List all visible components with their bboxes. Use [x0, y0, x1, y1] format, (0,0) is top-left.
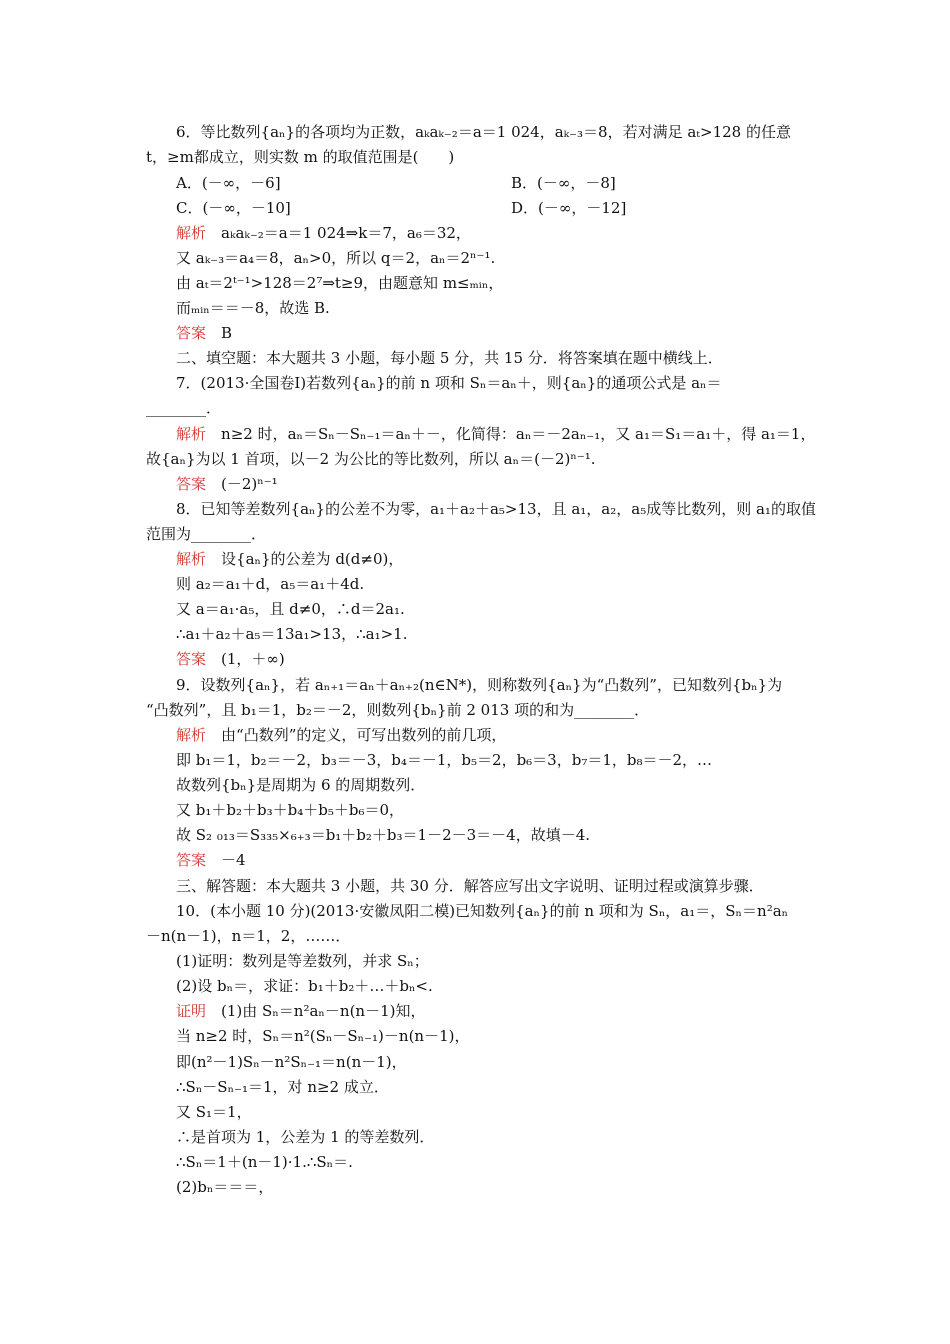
- q8-solution-line3: 又 a＝a₁·a₅，且 d≠0，∴d＝2a₁.: [176, 600, 405, 618]
- q9-solution-line1: [176, 725, 506, 745]
- q10-proof-line3: 即(n²－1)Sₙ－n²Sₙ₋₁＝n(n－1)，: [176, 1053, 407, 1071]
- q10-proof-line2: 当 n≥2 时，Sₙ＝n²(Sₙ－Sₙ₋₁)－n(n－1)，: [176, 1027, 470, 1045]
- solution-label: 解析: [176, 224, 207, 242]
- q6-answer: B: [221, 324, 233, 342]
- q9-stem-line1: 9．设数列{aₙ}，若 aₙ₊₁＝aₙ＋aₙ₊₂(n∈N*)，则称数列{aₙ}为“凸数列”，已知数列{bₙ}为: [176, 676, 783, 694]
- q10-part2: (2)设 bₙ＝，求证：b₁＋b₂＋…＋bₙ<.: [176, 977, 433, 995]
- q8-stem-line2: 范围为________．: [146, 525, 267, 543]
- q7-stem-line2: ________．: [146, 399, 222, 417]
- q7-solution-text1: n≥2 时，aₙ＝Sₙ－Sₙ₋₁＝aₙ＋－，化简得：aₙ＝－2aₙ₋₁，又 a₁＝S₁＝a₁＋，得 a₁＝1，: [221, 425, 816, 443]
- solution-label: 解析: [176, 726, 207, 744]
- q10-proof-line4: ∴Sₙ－Sₙ₋₁＝1，对 n≥2 成立．: [176, 1078, 389, 1096]
- q10-proof-line5: 又 S₁＝1，: [176, 1103, 252, 1121]
- q8-solution-line4: ∴a₁＋a₂＋a₅＝13a₁>13，∴a₁>1.: [176, 625, 408, 643]
- q10-stem-line2: －n(n－1)，n＝1，2，……．: [146, 927, 351, 945]
- q6-stem-line1: 6．等比数列{aₙ}的各项均为正数，aₖaₖ₋₂＝a＝1 024，aₖ₋₃＝8，若对满足 aₜ>128 的任意: [176, 123, 791, 141]
- q10-proof-line7: ∴Sₙ＝1＋(n－1)·1.∴Sₙ＝.: [176, 1153, 353, 1171]
- q6-solution-line2: 又 aₖ₋₃＝a₄＝8，aₙ>0，所以 q＝2，aₙ＝2ⁿ⁻¹.: [176, 249, 496, 267]
- q6-option-b: B．(－∞，－8]: [511, 174, 616, 192]
- proof-label: 证明: [176, 1002, 207, 1020]
- q10-proof-line6: ∴是首项为 1，公差为 1 的等差数列．: [176, 1128, 435, 1146]
- q9-solution-text1: 由“凸数列”的定义，可写出数列的前几项，: [221, 726, 507, 744]
- q9-solution-line5: 故 S₂ ₀₁₃＝S₃₃₅×₆₊₃＝b₁＋b₂＋b₃＝1－2－3＝－4，故填－4.: [176, 826, 591, 844]
- q8-answer-line: [176, 649, 285, 669]
- answer-label: 答案: [176, 650, 207, 668]
- q9-answer-line: [176, 850, 246, 870]
- solution-label: 解析: [176, 425, 207, 443]
- answer-label: 答案: [176, 475, 207, 493]
- q9-answer: －4: [221, 851, 246, 869]
- q6-solution-line3: 由 aₜ＝2ᵗ⁻¹>128＝2⁷⇒t≥9，由题意知 m≤ₘᵢₙ，: [176, 274, 504, 292]
- q6-answer-line: [176, 323, 232, 343]
- q8-solution-text1: 设{aₙ}的公差为 d(d≠0)，: [221, 550, 404, 568]
- q6-option-a: A．(－∞，－6]: [176, 174, 281, 192]
- q6-stem-line2: t，≥m都成立，则实数 m 的取值范围是( ): [146, 148, 455, 166]
- q9-solution-line2: 即 b₁＝1，b₂＝－2，b₃＝－3，b₄＝－1，b₅＝2，b₆＝3，b₇＝1，b₈＝－2，…: [176, 751, 713, 769]
- q8-solution-line1: [176, 549, 403, 569]
- q6-solution-line1: [176, 223, 471, 243]
- answer-label: 答案: [176, 324, 207, 342]
- q10-proof-line1: [176, 1001, 426, 1021]
- q8-answer: (1，＋∞): [221, 650, 285, 668]
- solution-label: 解析: [176, 550, 207, 568]
- q9-solution-line3: 故数列{bₙ}是周期为 6 的周期数列．: [176, 776, 426, 794]
- answer-label: 答案: [176, 851, 207, 869]
- q6-option-d: D．(－∞，－12]: [511, 199, 627, 217]
- q10-part1: (1)证明：数列是等差数列，并求 Sₙ；: [176, 952, 429, 970]
- q9-solution-line4: 又 b₁＋b₂＋b₃＋b₄＋b₅＋b₆＝0，: [176, 801, 405, 819]
- q7-solution-line1: [176, 424, 815, 444]
- q6-option-c: C．(－∞，－10]: [176, 199, 291, 217]
- q7-solution-line2: 故{aₙ}为以 1 首项，以－2 为公比的等比数列，所以 aₙ＝(－2)ⁿ⁻¹.: [146, 450, 596, 468]
- q8-solution-line2: 则 a₂＝a₁＋d，a₅＝a₁＋4d.: [176, 575, 365, 593]
- section-3-heading: 三、解答题：本大题共 3 小题，共 30 分．解答应写出文字说明、证明过程或演算步骤．: [176, 877, 764, 895]
- q10-proof-text1: (1)由 Sₙ＝n²aₙ－n(n－1)知，: [221, 1002, 426, 1020]
- q9-stem-line2: “凸数列”，且 b₁＝1，b₂＝－2，则数列{bₙ}前 2 013 项的和为________．: [146, 701, 650, 719]
- q7-stem-line1: 7．(2013·全国卷Ⅰ)若数列{aₙ}的前 n 项和 Sₙ＝aₙ＋，则{aₙ}的通项公式是 aₙ＝: [176, 374, 722, 392]
- q6-solution-line4: 而ₘᵢₙ＝＝－8，故选 B.: [176, 299, 330, 317]
- q7-answer-line: [176, 474, 278, 494]
- q10-stem-line1: 10．(本小题 10 分)(2013·安徽凤阳二模)已知数列{aₙ}的前 n 项和为 Sₙ，a₁＝，Sₙ＝n²aₙ: [176, 902, 789, 920]
- q7-answer: (－2)ⁿ⁻¹: [221, 475, 278, 493]
- q8-stem-line1: 8．已知等差数列{aₙ}的公差不为零，a₁＋a₂＋a₅>13，且 a₁，a₂，a₅成等比数列，则 a₁的取值: [176, 500, 816, 518]
- q10-proof-line8: (2)bₙ＝＝＝，: [176, 1178, 274, 1196]
- section-2-heading: 二、填空题：本大题共 3 小题，每小题 5 分，共 15 分．将答案填在题中横线上．: [176, 349, 723, 367]
- q6-solution-text1: aₖaₖ₋₂＝a＝1 024⇒k＝7，a₆＝32，: [221, 224, 471, 242]
